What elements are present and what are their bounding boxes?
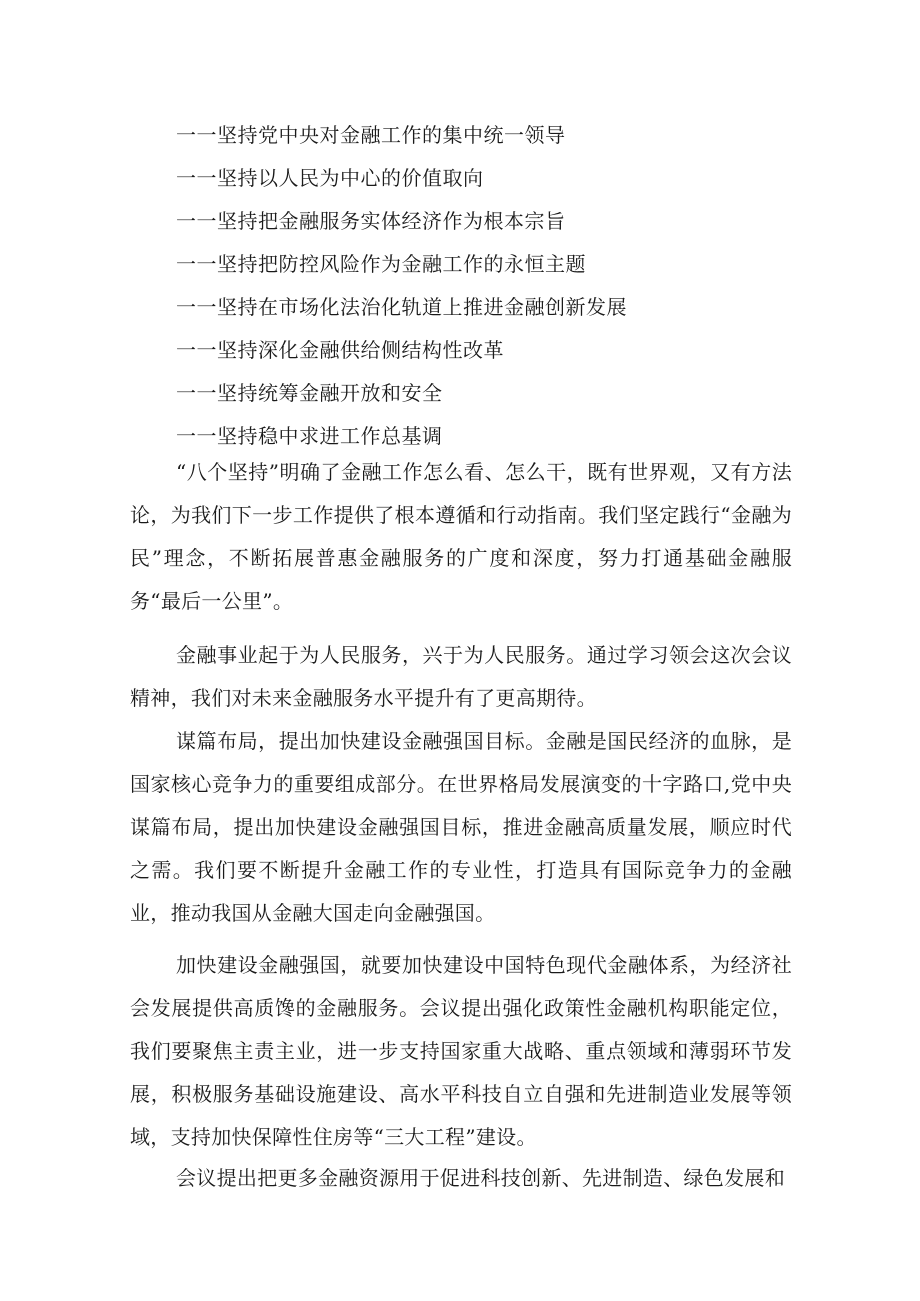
paragraph-eight-principles: “八个坚持”明确了金融工作怎么看、怎么干，既有世界观，又有方法论，为我们下一步工作提供了根本遵循和行动指南。我们坚定践行“金融为民”理念，不断拓展普惠金融服务的广度和深度，努力打通基础金融服务“最后一公里”。	[130, 460, 792, 613]
paragraph-financial-power: 谋篇布局，提出加快建设金融强国目标。金融是国民经济的血脉，是国家核心竞争力的重要组成部分。在世界格局发展演变的十字路口,党中央谋篇布局，提出加快建设金融强国目标，推进金融高质量发展，顺应时代之需。我们要不断提升金融工作的专业性，打造具有国际竞争力的金融业，推动我国从金融大国走向金融强国。	[130, 729, 792, 925]
principle-item-2: 一一坚持以人民为中心的价值取向	[176, 166, 484, 190]
principle-item-3: 一一坚持把金融服务实体经济作为根本宗旨	[176, 209, 566, 233]
principle-item-8: 一一坚持稳中求进工作总基调	[176, 424, 443, 448]
principle-item-7: 一一坚持统筹金融开放和安全	[176, 381, 443, 405]
principle-item-5: 一一坚持在市场化法治化轨道上推进金融创新发展	[176, 295, 627, 319]
principle-item-6: 一一坚持深化金融供给侧结构性改革	[176, 338, 504, 362]
paragraph-modern-system: 加快建设金融强国，就要加快建设中国特色现代金融体系，为经济社会发展提供高质馋的金融服务。会议提出强化政策性金融机构职能定位，我们要聚焦主责主业，进一步支持国家重大战略、重点领域和薄弱环节发展，积极服务基础设施建设、高水平科技自立自强和先进制造业发展等领域，支持加快保障性住房等“三大工程”建设。	[130, 953, 792, 1149]
paragraph-resources: 会议提出把更多金融资源用于促进科技创新、先进制造、绿色发展和	[176, 1166, 785, 1190]
paragraph-serve-people: 金融事业起于为人民服务，兴于为人民服务。通过学习领会这次会议精神，我们对未来金融服务水平提升有了更高期待。	[130, 643, 792, 710]
principle-item-4: 一一坚持把防控风险作为金融工作的永恒主题	[176, 252, 586, 276]
principle-item-1: 一一坚持党中央对金融工作的集中统一领导	[176, 123, 566, 147]
